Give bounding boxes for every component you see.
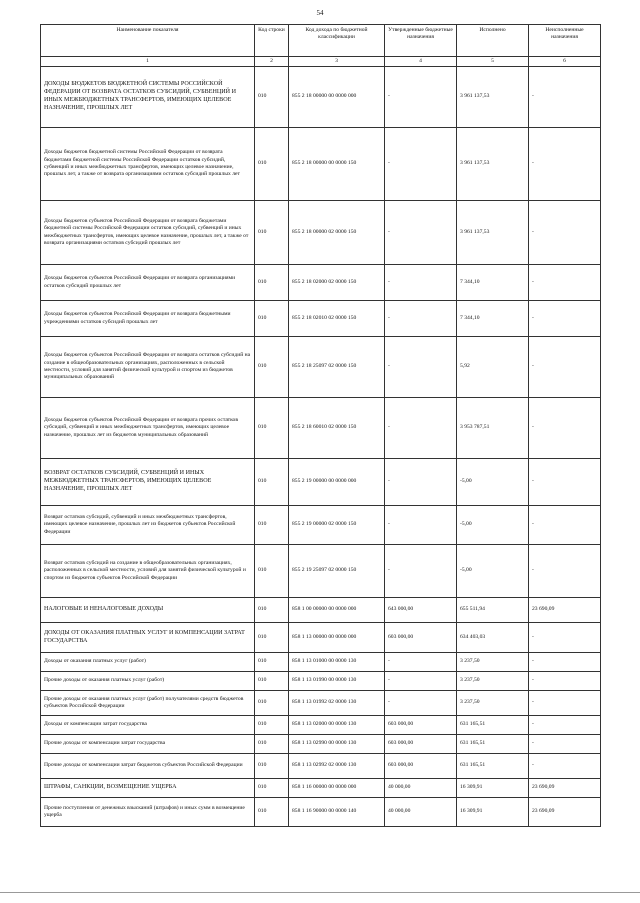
- row-code: 010: [255, 653, 289, 672]
- row-name: Доходы от компенсации затрат государства: [41, 716, 255, 735]
- row-code: 010: [255, 716, 289, 735]
- row-executed: 631 165,51: [457, 754, 529, 779]
- row-unexecuted: -: [529, 67, 601, 128]
- row-classification: 855 2 19 25097 02 0000 150: [289, 545, 385, 598]
- row-approved: -: [385, 265, 457, 301]
- row-executed: 655 511,94: [457, 598, 529, 623]
- row-name: Доходы бюджетов субъектов Российской Федерации от возврата организациями остатков субсидий прошлых лет: [41, 265, 255, 301]
- table-row: [41, 716, 601, 735]
- row-approved: -: [385, 128, 457, 201]
- column-number: 3: [289, 57, 385, 67]
- row-unexecuted: -: [529, 506, 601, 545]
- row-code: 010: [255, 67, 289, 128]
- table-body: [41, 67, 601, 827]
- row-code: 010: [255, 691, 289, 716]
- row-code: 010: [255, 506, 289, 545]
- row-code: 010: [255, 623, 289, 653]
- row-code: 010: [255, 265, 289, 301]
- table-row: [41, 201, 601, 265]
- row-approved: 603 000,00: [385, 623, 457, 653]
- table-row: [41, 653, 601, 672]
- row-executed: 631 165,51: [457, 735, 529, 754]
- row-name: ВОЗВРАТ ОСТАТКОВ СУБСИДИЙ, СУБВЕНЦИЙ И ИНЫХ МЕЖБЮДЖЕТНЫХ ТРАНСФЕРТОВ, ИМЕЮЩИХ ЦЕЛЕВОЕ НАЗНАЧЕНИЕ, ПРОШЛЫХ ЛЕТ: [41, 459, 255, 506]
- table-row: [41, 67, 601, 128]
- table-row: [41, 265, 601, 301]
- row-code: 010: [255, 672, 289, 691]
- column-numbers-row: [41, 57, 601, 67]
- row-approved: -: [385, 545, 457, 598]
- row-code: 010: [255, 779, 289, 798]
- table-row: [41, 337, 601, 398]
- row-name: Возврат остатков субсидий на создание в общеобразовательных организациях, расположенных в сельской местности, условий для занятий физической культурой и спортом из бюджетов субъектов Российской Федерации: [41, 545, 255, 598]
- table-row: [41, 779, 601, 798]
- row-unexecuted: -: [529, 691, 601, 716]
- row-unexecuted: -: [529, 201, 601, 265]
- row-name: НАЛОГОВЫЕ И НЕНАЛОГОВЫЕ ДОХОДЫ: [41, 598, 255, 623]
- row-classification: 858 1 13 01000 00 0000 130: [289, 653, 385, 672]
- table-row: [41, 691, 601, 716]
- table-row: [41, 672, 601, 691]
- row-executed: 16 309,91: [457, 779, 529, 798]
- column-number: 1: [41, 57, 255, 67]
- row-classification: 855 2 18 25097 02 0000 150: [289, 337, 385, 398]
- row-name: Доходы бюджетов бюджетной системы Российской Федерации от возврата бюджетами бюджетной системы Российской Федерации остатков субсидий, субвенций и иных межбюджетных трансфертов, имеющих целевое назначение, прошлых лет, а также от возврата организациями остатков субсидий прошлых лет: [41, 128, 255, 201]
- table-row: [41, 623, 601, 653]
- page-bottom-rule: [0, 892, 640, 893]
- row-name: Доходы от оказания платных услуг (работ): [41, 653, 255, 672]
- revenue-report-table: [40, 24, 601, 827]
- table-row: [41, 598, 601, 623]
- row-executed: 16 309,91: [457, 798, 529, 827]
- row-approved: -: [385, 506, 457, 545]
- row-unexecuted: -: [529, 545, 601, 598]
- row-unexecuted: 23 690,09: [529, 598, 601, 623]
- row-approved: 40 000,00: [385, 798, 457, 827]
- row-name: Прочие поступления от денежных взысканий (штрафов) и иных сумм в возмещение ущерба: [41, 798, 255, 827]
- row-name: Прочие доходы от компенсации затрат бюджетов субъектов Российской Федерации: [41, 754, 255, 779]
- row-executed: 3 237,50: [457, 653, 529, 672]
- row-name: Доходы бюджетов субъектов Российской Федерации от возврата прочих остатков субсидий, субвенций и иных межбюджетных трансфертов, имеющих целевое назначение, прошлых лет из бюджетов муниципальных образований: [41, 398, 255, 459]
- row-code: 010: [255, 735, 289, 754]
- row-code: 010: [255, 598, 289, 623]
- row-code: 010: [255, 545, 289, 598]
- column-number: 6: [529, 57, 601, 67]
- row-approved: -: [385, 691, 457, 716]
- row-executed: -5,00: [457, 459, 529, 506]
- row-classification: 858 1 13 00000 00 0000 000: [289, 623, 385, 653]
- row-name: Прочие доходы от оказания платных услуг (работ) получателями средств бюджетов субъектов Российской Федерации: [41, 691, 255, 716]
- header-name: Наименование показателя: [41, 25, 255, 57]
- table-row: [41, 545, 601, 598]
- row-classification: 855 2 18 02010 02 0000 150: [289, 301, 385, 337]
- row-unexecuted: -: [529, 672, 601, 691]
- row-code: 010: [255, 128, 289, 201]
- row-unexecuted: -: [529, 301, 601, 337]
- row-code: 010: [255, 459, 289, 506]
- row-approved: 603 000,00: [385, 716, 457, 735]
- header-unexecuted: Неисполненные назначения: [529, 25, 601, 57]
- table-row: [41, 398, 601, 459]
- row-name: Прочие доходы от компенсации затрат государства: [41, 735, 255, 754]
- row-name: Доходы бюджетов субъектов Российской Федерации от возврата остатков субсидий на создание в общеобразовательных организациях, расположенных в сельской местности, условий для занятий физической культурой и спортом из бюджетов муниципальных образований: [41, 337, 255, 398]
- row-unexecuted: -: [529, 754, 601, 779]
- row-classification: 858 1 13 02992 02 0000 130: [289, 754, 385, 779]
- row-executed: 7 344,10: [457, 265, 529, 301]
- row-classification: 858 1 16 90000 00 0000 140: [289, 798, 385, 827]
- row-unexecuted: -: [529, 735, 601, 754]
- header-code: Код строки: [255, 25, 289, 57]
- row-classification: 858 1 13 01990 00 0000 130: [289, 672, 385, 691]
- row-classification: 855 2 18 00000 00 0000 000: [289, 67, 385, 128]
- row-classification: 855 2 18 00000 00 0000 150: [289, 128, 385, 201]
- header-executed: Исполнено: [457, 25, 529, 57]
- row-executed: 3 953 787,51: [457, 398, 529, 459]
- row-unexecuted: -: [529, 653, 601, 672]
- row-executed: 3 237,50: [457, 691, 529, 716]
- row-classification: 855 2 18 02000 02 0000 150: [289, 265, 385, 301]
- row-approved: 643 000,00: [385, 598, 457, 623]
- row-classification: 855 2 19 00000 00 0000 000: [289, 459, 385, 506]
- row-executed: 3 961 137,53: [457, 67, 529, 128]
- row-name: ДОХОДЫ ОТ ОКАЗАНИЯ ПЛАТНЫХ УСЛУГ И КОМПЕНСАЦИИ ЗАТРАТ ГОСУДАРСТВА: [41, 623, 255, 653]
- row-classification: 858 1 16 00000 00 0000 000: [289, 779, 385, 798]
- header-classification: Код дохода по бюджетной классификации: [289, 25, 385, 57]
- row-code: 010: [255, 398, 289, 459]
- header-approved: Утвержденные бюджетные назначения: [385, 25, 457, 57]
- row-approved: -: [385, 67, 457, 128]
- row-classification: 858 1 00 00000 00 0000 000: [289, 598, 385, 623]
- table-row: [41, 301, 601, 337]
- row-approved: -: [385, 201, 457, 265]
- table-row: [41, 798, 601, 827]
- row-executed: -5,00: [457, 506, 529, 545]
- row-unexecuted: 23 690,09: [529, 779, 601, 798]
- table-row: [41, 735, 601, 754]
- row-unexecuted: 23 690,09: [529, 798, 601, 827]
- row-executed: 631 165,51: [457, 716, 529, 735]
- row-unexecuted: -: [529, 337, 601, 398]
- row-code: 010: [255, 337, 289, 398]
- row-classification: 858 1 13 02000 00 0000 130: [289, 716, 385, 735]
- page-number: 54: [316, 9, 324, 17]
- table-row: [41, 506, 601, 545]
- row-name: ДОХОДЫ БЮДЖЕТОВ БЮДЖЕТНОЙ СИСТЕМЫ РОССИЙСКОЙ ФЕДЕРАЦИИ ОТ ВОЗВРАТА ОСТАТКОВ СУБСИДИЙ, СУБВЕНЦИЙ И ИНЫХ МЕЖБЮДЖЕТНЫХ ТРАНСФЕРТОВ, ИМЕЮЩИХ ЦЕЛЕВОЕ НАЗНАЧЕНИЕ, ПРОШЛЫХ ЛЕТ: [41, 67, 255, 128]
- row-unexecuted: -: [529, 128, 601, 201]
- row-classification: 855 2 18 60010 02 0000 150: [289, 398, 385, 459]
- row-approved: -: [385, 337, 457, 398]
- row-unexecuted: -: [529, 716, 601, 735]
- row-code: 010: [255, 201, 289, 265]
- row-approved: -: [385, 653, 457, 672]
- row-classification: 855 2 19 00000 02 0000 150: [289, 506, 385, 545]
- row-approved: 603 000,00: [385, 735, 457, 754]
- row-approved: 40 000,00: [385, 779, 457, 798]
- row-approved: -: [385, 301, 457, 337]
- row-unexecuted: -: [529, 265, 601, 301]
- row-name: ШТРАФЫ, САНКЦИИ, ВОЗМЕЩЕНИЕ УЩЕРБА: [41, 779, 255, 798]
- row-name: Доходы бюджетов субъектов Российской Федерации от возврата бюджетными учреждениями остатков субсидий прошлых лет: [41, 301, 255, 337]
- row-code: 010: [255, 798, 289, 827]
- row-code: 010: [255, 754, 289, 779]
- row-unexecuted: -: [529, 623, 601, 653]
- row-executed: 634 403,03: [457, 623, 529, 653]
- table-row: [41, 128, 601, 201]
- row-name: Доходы бюджетов субъектов Российской Федерации от возврата бюджетами бюджетной системы Российской Федерации остатков субсидий, субвенций и иных межбюджетных трансфертов, имеющих целевое назначение, прошлых лет, а также от возврата организациями остатков субсидий прошлых лет: [41, 201, 255, 265]
- column-number: 2: [255, 57, 289, 67]
- row-approved: -: [385, 398, 457, 459]
- row-approved: 603 000,00: [385, 754, 457, 779]
- row-executed: 3 961 137,53: [457, 128, 529, 201]
- row-unexecuted: -: [529, 398, 601, 459]
- row-classification: 855 2 18 00000 02 0000 150: [289, 201, 385, 265]
- row-name: Прочие доходы от оказания платных услуг (работ): [41, 672, 255, 691]
- row-classification: 858 1 13 01992 02 0000 130: [289, 691, 385, 716]
- row-name: Возврат остатков субсидий, субвенций и иных межбюджетных трансфертов, имеющих целевое назначение, прошлых лет из бюджетов субъектов Российской Федерации: [41, 506, 255, 545]
- row-classification: 858 1 13 02990 00 0000 130: [289, 735, 385, 754]
- row-executed: 3 961 137,53: [457, 201, 529, 265]
- column-number: 5: [457, 57, 529, 67]
- column-number: 4: [385, 57, 457, 67]
- row-executed: -5,00: [457, 545, 529, 598]
- row-code: 010: [255, 301, 289, 337]
- row-executed: 7 344,10: [457, 301, 529, 337]
- table-row: [41, 754, 601, 779]
- row-executed: 5,92: [457, 337, 529, 398]
- table-header-row: [41, 25, 601, 57]
- table-row: [41, 459, 601, 506]
- row-approved: -: [385, 459, 457, 506]
- row-approved: -: [385, 672, 457, 691]
- row-unexecuted: -: [529, 459, 601, 506]
- row-executed: 3 237,50: [457, 672, 529, 691]
